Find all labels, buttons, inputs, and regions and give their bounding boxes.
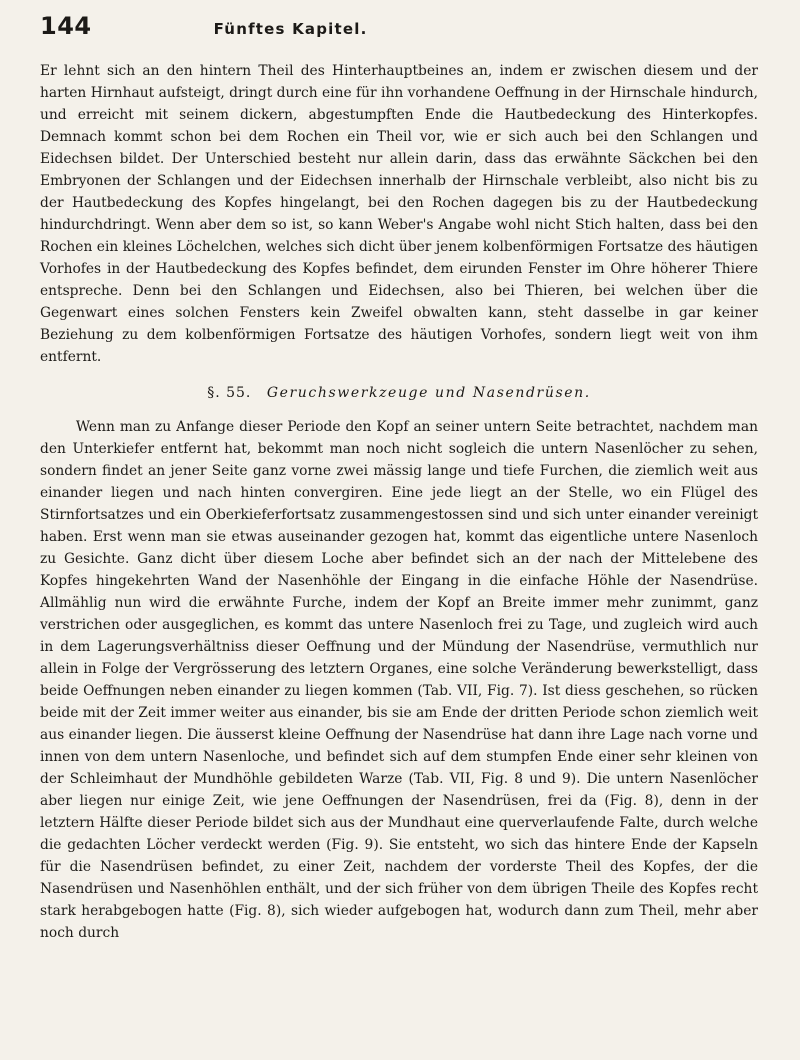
section-heading (40, 382, 758, 404)
section-number: §. 55. (207, 385, 252, 401)
paragraph-continuation: Er lehnt sich an den hintern Theil des Hinterhauptbeines an, indem er zwischen diesem und der harten Hirnhaut aufsteigt, dringt durch eine für ihn vorhandene Oeffnung in der Hirnschale hindurch, und erreicht mit seinem dickern, abgestumpften Ende die Hautbedeckung des Hinterkopfes. Demnach kommt schon bei dem Rochen ein Theil vor, wie er sich auch bei den Schlangen und Eidechsen bildet. Der Unterschied besteht nur allein darin, dass das erwähnte Säckchen bei den Embryonen der Schlangen und der Eidechsen innerhalb der Hirnschale verbleibt, also nicht bis zu der Hautbedeckung des Kopfes hingelangt, bei den Rochen dagegen bis zu der Hautbedeckung hindurchdringt. Wenn aber dem so ist, so kann Weber's Angabe wohl nicht Stich halten, dass bei den Rochen ein kleines Löchelchen, welches sich dicht über jenem kolbenförmigen Fortsatze des häutigen Vorhofes in der Hautbedeckung des Kopfes befindet, dem eirunden Fenster im Ohre höherer Thiere entspreche. Denn bei den Schlangen und Eidechsen, also bei Thieren, bei welchen über die Gegenwart eines solchen Fensters kein Zweifel obwalten kann, steht dasselbe in gar keiner Beziehung zu dem kolbenförmigen Fortsatze des häutigen Vorhofes, sondern liegt weit von ihm entfernt. (40, 63, 758, 365)
section-title: Geruchswerkzeuge und Nasendrüsen. (266, 385, 591, 401)
paragraph-section-body: Wenn man zu Anfange dieser Periode den Kopf an seiner untern Seite betrachtet, nachdem man den Unterkiefer entfernt hat, bekommt man noch nicht sogleich die untern Nasenlöcher zu sehen, sondern findet an jener Seite ganz vorne zwei mässig lange und tiefe Furchen, die ziemlich weit aus einander liegen und nach hinten convergiren. Eine jede liegt an der Stelle, wo ein Flügel des Stirnfortsatzes und ein Oberkieferfortsatz zusammengestossen sind und sich unter einander vereinigt haben. Erst wenn man sie etwas auseinander gezogen hat, kommt das eigentliche untere Nasenloch zu Gesichte. Ganz dicht über diesem Loche aber befindet sich an der nach der Mittelebene des Kopfes hingekehrten Wand der Nasenhöhle der Eingang in die einfache Höhle der Nasendrüse. Allmählig nun wird die erwähnte Furche, indem der Kopf an Breite immer mehr zunimmt, ganz verstrichen oder ausgeglichen, es kommt das untere Nasenloch frei zu Tage, und zugleich wird auch in dem Lagerungsverhältniss dieser Oeffnung und der Mündung der Nasendrüse, vermuthlich nur allein in Folge der Vergrösserung des letztern Organes, eine solche Veränderung bewerkstelligt, dass beide Oeffnungen neben einander zu liegen kommen (Tab. VII, Fig. 7). Ist diess geschehen, so rücken beide mit der Zeit immer weiter aus einander, bis sie am Ende der dritten Periode schon ziemlich weit aus einander liegen. Die äusserst kleine Oeffnung der Nasendrüse hat dann ihre Lage nach vorne und innen von dem untern Nasenloche, und befindet sich auf dem stumpfen Ende einer sehr kleinen von der Schleimhaut der Mundhöhle gebildeten Warze (Tab. VII, Fig. 8 und 9). Die untern Nasenlöcher aber liegen nur einige Zeit, wie jene Oeffnungen der Nasendrüsen, frei da (Fig. 8), denn in der letztern Hälfte dieser Periode bildet sich aus der Mundhaut eine querverlaufende Falte, durch welche die gedachten Löcher verdeckt werden (Fig. 9). Sie entsteht, wo sich das hintere Ende der Kapseln für die Nasendrüsen befindet, zu einer Zeit, nachdem der vorderste Theil des Kopfes, der die Nasendrüsen und Nasenhöhlen enthält, und der sich früher von dem übrigen Theile des Kopfes recht stark herabgebogen hatte (Fig. 8), sich wieder aufgebogen hat, wodurch dann zum Theil, mehr aber noch durch (40, 419, 758, 941)
body-text (40, 60, 758, 944)
running-head: Fünftes Kapitel. (213, 20, 368, 38)
page-header (40, 12, 758, 46)
page-number: 144 (40, 12, 92, 40)
